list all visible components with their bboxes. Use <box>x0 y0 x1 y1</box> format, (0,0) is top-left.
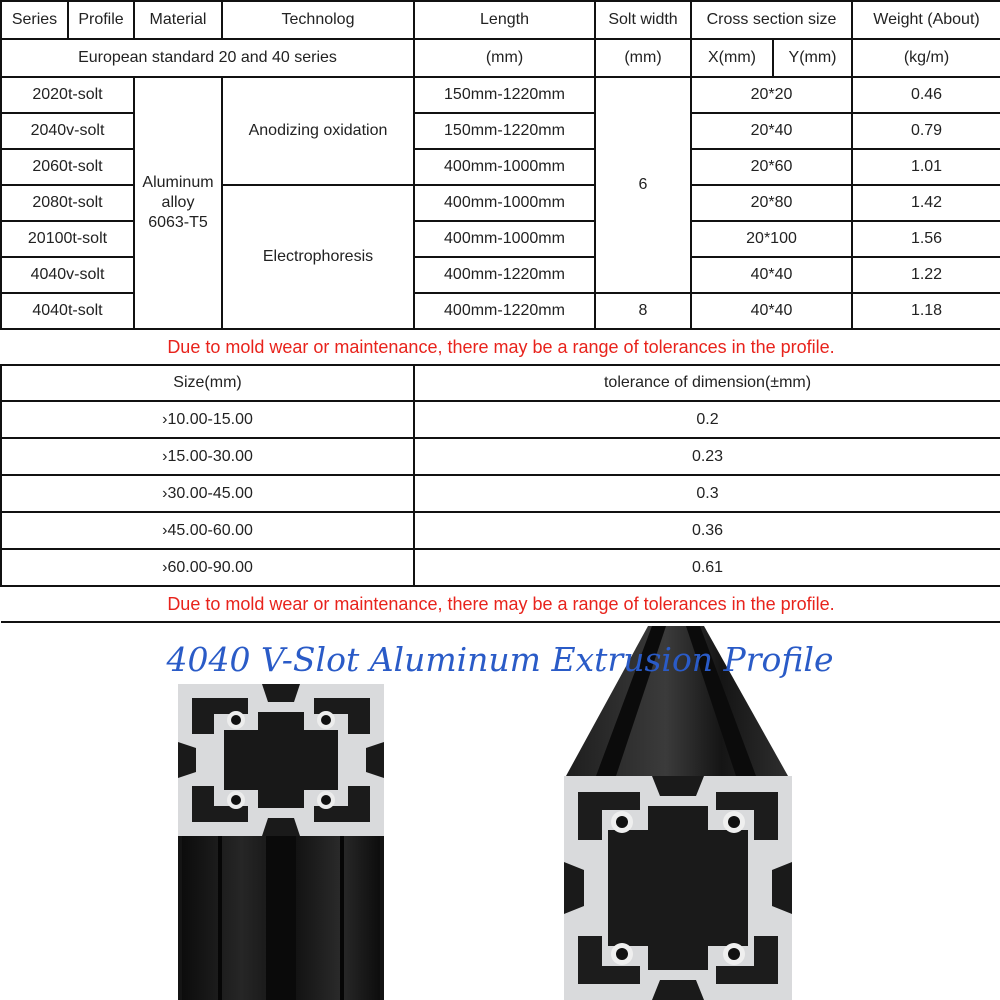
header-weight: Weight (About) <box>852 1 1000 39</box>
weight-cell: 1.01 <box>852 149 1000 185</box>
header-series: Series <box>1 1 68 39</box>
note-row <box>1 329 1000 365</box>
length-cell: 400mm-1220mm <box>414 293 595 329</box>
tolerance-header-row <box>1 365 1000 401</box>
size-header: Size(mm) <box>1 365 414 401</box>
size-cell: ›15.00-30.00 <box>1 438 414 475</box>
table-row <box>1 512 1000 549</box>
header-cross-section: Cross section size <box>691 1 852 39</box>
tolerance-note: Due to mold wear or maintenance, there may be a range of tolerances in the profile. <box>1 329 1000 365</box>
slot-width-6: 6 <box>595 77 691 293</box>
section-cell: 20*40 <box>691 113 852 149</box>
length-cell: 150mm-1220mm <box>414 113 595 149</box>
header-length: Length <box>414 1 595 39</box>
size-cell: ›60.00-90.00 <box>1 549 414 586</box>
tolerance-note: Due to mold wear or maintenance, there may be a range of tolerances in the profile. <box>1 586 1000 622</box>
product-title: 4040 V-Slot Aluminum Extrusion Profile <box>166 640 834 679</box>
size-cell: ›10.00-15.00 <box>1 401 414 438</box>
weight-cell: 0.79 <box>852 113 1000 149</box>
y-unit: Y(mm) <box>773 39 852 77</box>
section-cell: 20*60 <box>691 149 852 185</box>
tolerance-cell: 0.2 <box>414 401 1000 438</box>
tolerance-cell: 0.23 <box>414 438 1000 475</box>
profile-photo-left <box>178 684 384 1000</box>
profile-cell: 20100t-solt <box>1 221 134 257</box>
profile-cell: 4040t-solt <box>1 293 134 329</box>
section-cell: 20*80 <box>691 185 852 221</box>
header-slot-width: Solt width <box>595 1 691 39</box>
table-row <box>1 438 1000 475</box>
profile-extrusion-image <box>178 684 384 1000</box>
weight-cell: 1.22 <box>852 257 1000 293</box>
profile-cell: 2040v-solt <box>1 113 134 149</box>
tolerance-header: tolerance of dimension(±mm) <box>414 365 1000 401</box>
profile-cell: 4040v-solt <box>1 257 134 293</box>
material-line: Aluminum <box>142 174 214 191</box>
table-row <box>1 549 1000 586</box>
slot-unit: (mm) <box>595 39 691 77</box>
length-cell: 400mm-1220mm <box>414 257 595 293</box>
length-cell: 400mm-1000mm <box>414 221 595 257</box>
size-cell: ›45.00-60.00 <box>1 512 414 549</box>
material-line: alloy <box>161 194 195 211</box>
profile-cell: 2080t-solt <box>1 185 134 221</box>
section-cell: 20*20 <box>691 77 852 113</box>
profile-extrusion-perspective-image <box>556 626 800 1000</box>
note-row <box>1 586 1000 622</box>
section-cell: 40*40 <box>691 293 852 329</box>
material-line: 6063-T5 <box>148 214 208 231</box>
length-cell: 400mm-1000mm <box>414 149 595 185</box>
x-unit: X(mm) <box>691 39 773 77</box>
subheader-row <box>1 39 1000 77</box>
series-note: European standard 20 and 40 series <box>1 39 414 77</box>
table-row <box>1 77 1000 113</box>
profile-cell: 2060t-solt <box>1 149 134 185</box>
size-cell: ›30.00-45.00 <box>1 475 414 512</box>
material-cell <box>134 77 222 329</box>
length-unit: (mm) <box>414 39 595 77</box>
header-profile: Profile <box>68 1 134 39</box>
section-cell: 40*40 <box>691 257 852 293</box>
section-cell: 20*100 <box>691 221 852 257</box>
weight-cell: 1.18 <box>852 293 1000 329</box>
header-technology: Technolog <box>222 1 414 39</box>
weight-unit: (kg/m) <box>852 39 1000 77</box>
weight-cell: 1.42 <box>852 185 1000 221</box>
table-row <box>1 475 1000 512</box>
technology-electrophoresis: Electrophoresis <box>222 185 414 329</box>
profile-photo-right <box>556 626 800 1000</box>
header-row <box>1 1 1000 39</box>
weight-cell: 1.56 <box>852 221 1000 257</box>
technology-anodizing: Anodizing oxidation <box>222 77 414 185</box>
weight-cell: 0.46 <box>852 77 1000 113</box>
tolerance-cell: 0.3 <box>414 475 1000 512</box>
length-cell: 150mm-1220mm <box>414 77 595 113</box>
profile-cell: 2020t-solt <box>1 77 134 113</box>
tolerance-cell: 0.36 <box>414 512 1000 549</box>
tolerance-cell: 0.61 <box>414 549 1000 586</box>
slot-width-8: 8 <box>595 293 691 329</box>
header-material: Material <box>134 1 222 39</box>
table-row <box>1 401 1000 438</box>
length-cell: 400mm-1000mm <box>414 185 595 221</box>
